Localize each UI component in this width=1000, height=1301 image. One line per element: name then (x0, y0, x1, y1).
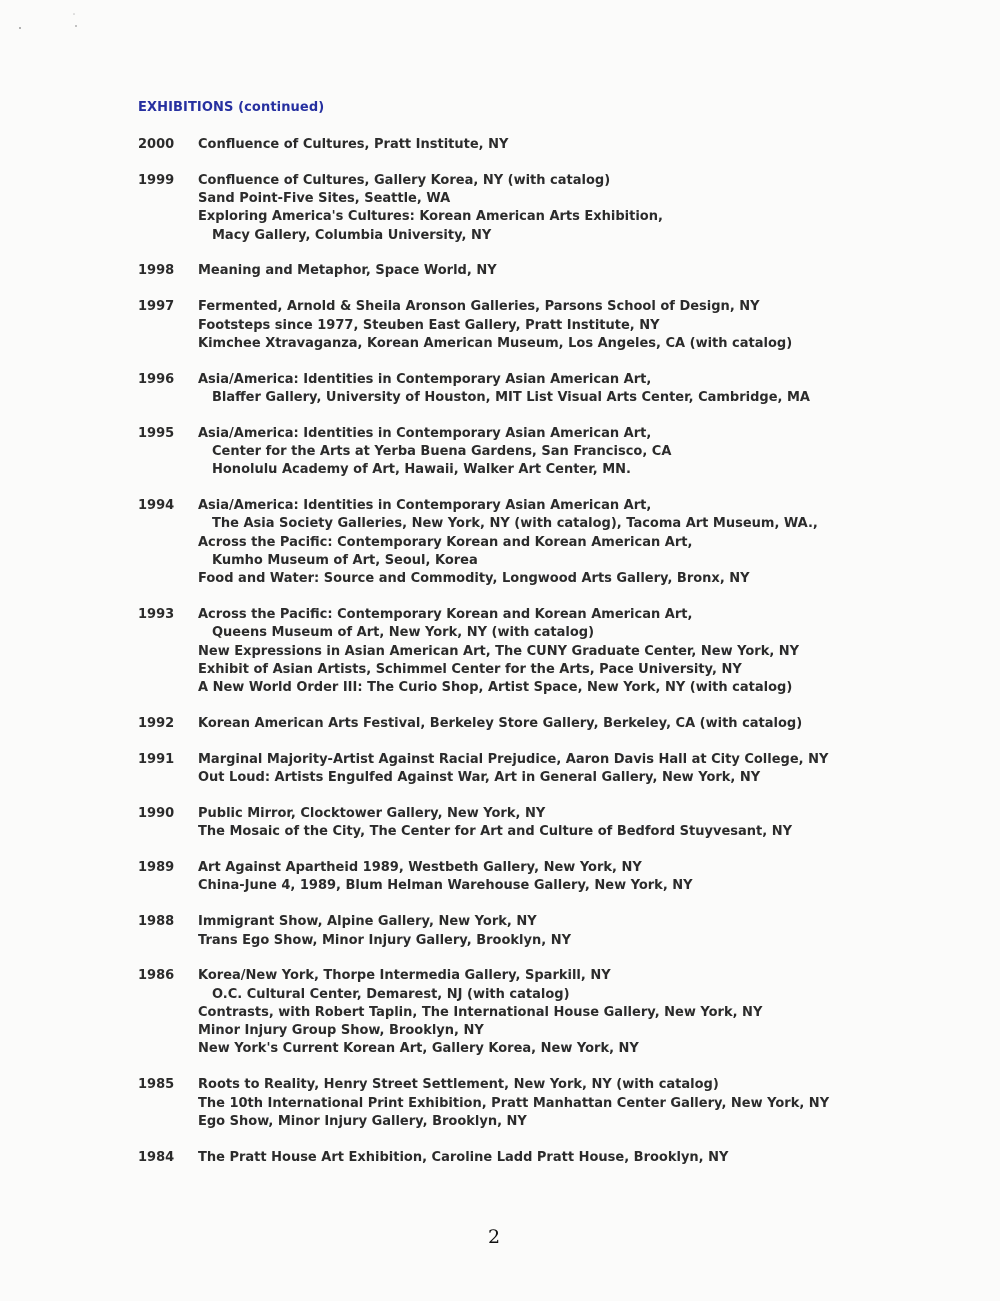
entry-year: 1985 (138, 1077, 175, 1093)
entry-year: 2000 (138, 137, 175, 152)
entry-year: 1998 (138, 263, 175, 279)
entry-lines (198, 497, 978, 588)
exhibition-entry (138, 913, 978, 950)
exhibition-line: Honolulu Academy of Art, Hawaii, Walker Art Center, MN. (212, 462, 631, 478)
exhibition-line: Korean American Arts Festival, Berkeley Store Gallery, Berkeley, CA (with catalog) (198, 716, 803, 732)
exhibition-entry (138, 859, 978, 896)
exhibition-line: Roots to Reality, Henry Street Settlement, New York, NY (with catalog) (198, 1077, 719, 1093)
exhibition-line: Queens Museum of Art, New York, NY (with catalog) (212, 625, 595, 641)
exhibition-entry (138, 967, 978, 1058)
exhibition-line: Out Loud: Artists Engulfed Against War, Art in General Gallery, New York, NY (198, 770, 761, 786)
scan-speck-marks (16, 8, 86, 38)
entry-year: 1990 (138, 806, 175, 822)
entry-year: 1999 (138, 172, 175, 188)
entry-lines (198, 805, 978, 842)
exhibition-line: Contrasts, with Robert Taplin, The International House Gallery, New York, NY (198, 1004, 763, 1020)
entry-lines (198, 298, 978, 353)
exhibition-line: Exploring America's Cultures: Korean American Arts Exhibition, (198, 209, 663, 225)
exhibition-line: Fermented, Arnold & Sheila Aronson Galleries, Parsons School of Design, NY (198, 299, 760, 315)
exhibition-line: Food and Water: Source and Commodity, Longwood Arts Gallery, Bronx, NY (198, 571, 750, 587)
exhibition-line: Macy Gallery, Columbia University, NY (212, 227, 492, 243)
exhibition-line: Kimchee Xtravaganza, Korean American Museum, Los Angeles, CA (with catalog) (198, 335, 793, 351)
entry-year: 1994 (138, 498, 175, 514)
entry-year: 1997 (138, 299, 175, 315)
entry-lines (198, 136, 978, 154)
exhibition-entry (138, 606, 978, 697)
entry-lines (198, 425, 978, 480)
exhibition-line: Meaning and Metaphor, Space World, NY (198, 263, 497, 279)
exhibition-entry (138, 805, 978, 842)
exhibition-line: China-June 4, 1989, Blum Helman Warehouse Gallery, New York, NY (198, 878, 693, 894)
page-number: 2 (488, 1226, 501, 1248)
entry-year: 1996 (138, 371, 175, 387)
exhibition-entry (138, 136, 978, 154)
exhibition-line: The 10th International Print Exhibition, Pratt Manhattan Center Gallery, New York, NY (198, 1095, 830, 1111)
exhibition-entry (138, 172, 978, 245)
exhibition-line: Asia/America: Identities in Contemporary Asian American Art, (198, 371, 652, 387)
exhibition-line: The Mosaic of the City, The Center for Art and Culture of Bedford Stuyvesant, NY (198, 824, 793, 840)
exhibition-line: New Expressions in Asian American Art, The CUNY Graduate Center, New York, NY (198, 643, 800, 659)
exhibition-line: Asia/America: Identities in Contemporary Asian American Art, (198, 425, 652, 441)
entry-year: 1993 (138, 607, 175, 623)
entry-lines (198, 859, 978, 896)
exhibition-line: Center for the Arts at Yerba Buena Gardens, San Francisco, CA (212, 444, 672, 460)
entry-year: 1991 (138, 751, 175, 767)
entry-lines (198, 715, 978, 733)
exhibition-line: Exhibit of Asian Artists, Schimmel Center for the Arts, Pace University, NY (198, 662, 742, 678)
entry-lines (198, 606, 978, 697)
exhibition-entry (138, 371, 978, 408)
exhibition-line: Confluence of Cultures, Gallery Korea, NY (with catalog) (198, 172, 611, 188)
exhibition-line: The Asia Society Galleries, New York, NY (with catalog), Tacoma Art Museum, WA., (212, 516, 818, 532)
entry-lines (198, 1149, 978, 1167)
exhibition-line: The Pratt House Art Exhibition, Caroline Ladd Pratt House, Brooklyn, NY (198, 1149, 729, 1165)
exhibition-line: Trans Ego Show, Minor Injury Gallery, Brooklyn, NY (198, 932, 571, 948)
exhibition-entry (138, 298, 978, 353)
entry-year: 1984 (138, 1149, 175, 1165)
exhibition-line: Kumho Museum of Art, Seoul, Korea (212, 553, 478, 569)
entry-lines (198, 262, 978, 280)
exhibition-line: New York's Current Korean Art, Gallery Korea, New York, NY (198, 1041, 639, 1057)
exhibition-line: Asia/America: Identities in Contemporary Asian American Art, (198, 498, 652, 514)
exhibition-entry (138, 497, 978, 588)
exhibition-line: Marginal Majority-Artist Against Racial Prejudice, Aaron Davis Hall at City College, NY (198, 751, 829, 767)
entry-lines (198, 913, 978, 950)
entry-year: 1988 (138, 914, 175, 930)
entry-lines (198, 1076, 978, 1131)
exhibition-list (138, 136, 978, 1184)
exhibition-entry (138, 1076, 978, 1131)
exhibition-entry (138, 1149, 978, 1167)
entry-year: 1986 (138, 968, 175, 984)
entry-lines (198, 371, 978, 408)
entry-year: 1992 (138, 716, 175, 732)
exhibition-line: Blaffer Gallery, University of Houston, MIT List Visual Arts Center, Cambridge, MA (212, 389, 810, 405)
exhibition-line: Footsteps since 1977, Steuben East Gallery, Pratt Institute, NY (198, 317, 660, 333)
exhibition-line: Public Mirror, Clocktower Gallery, New York, NY (198, 806, 546, 822)
exhibition-line: Minor Injury Group Show, Brooklyn, NY (198, 1023, 484, 1039)
exhibition-line: Confluence of Cultures, Pratt Institute, NY (198, 137, 509, 152)
entry-lines (198, 751, 978, 788)
exhibition-line: Korea/New York, Thorpe Intermedia Gallery, Sparkill, NY (198, 968, 611, 984)
exhibition-line: Sand Point-Five Sites, Seattle, WA (198, 191, 451, 207)
exhibition-entry (138, 751, 978, 788)
entry-lines (198, 172, 978, 245)
exhibition-line: Art Against Apartheid 1989, Westbeth Gallery, New York, NY (198, 860, 642, 876)
exhibition-line: Across the Pacific: Contemporary Korean and Korean American Art, (198, 607, 693, 623)
entry-lines (198, 967, 978, 1058)
exhibition-line: Across the Pacific: Contemporary Korean and Korean American Art, (198, 534, 693, 550)
exhibition-entry (138, 262, 978, 280)
entry-year: 1995 (138, 425, 175, 441)
exhibition-entry (138, 715, 978, 733)
exhibition-line: A New World Order III: The Curio Shop, Artist Space, New York, NY (with catalog) (198, 680, 793, 696)
exhibition-line: O.C. Cultural Center, Demarest, NJ (with catalog) (212, 986, 570, 1002)
exhibition-line: Immigrant Show, Alpine Gallery, New York, NY (198, 914, 537, 930)
entry-year: 1989 (138, 860, 175, 876)
exhibition-entry (138, 425, 978, 480)
exhibition-line: Ego Show, Minor Injury Gallery, Brooklyn, NY (198, 1113, 527, 1129)
section-title: EXHIBITIONS (continued) (138, 100, 325, 115)
